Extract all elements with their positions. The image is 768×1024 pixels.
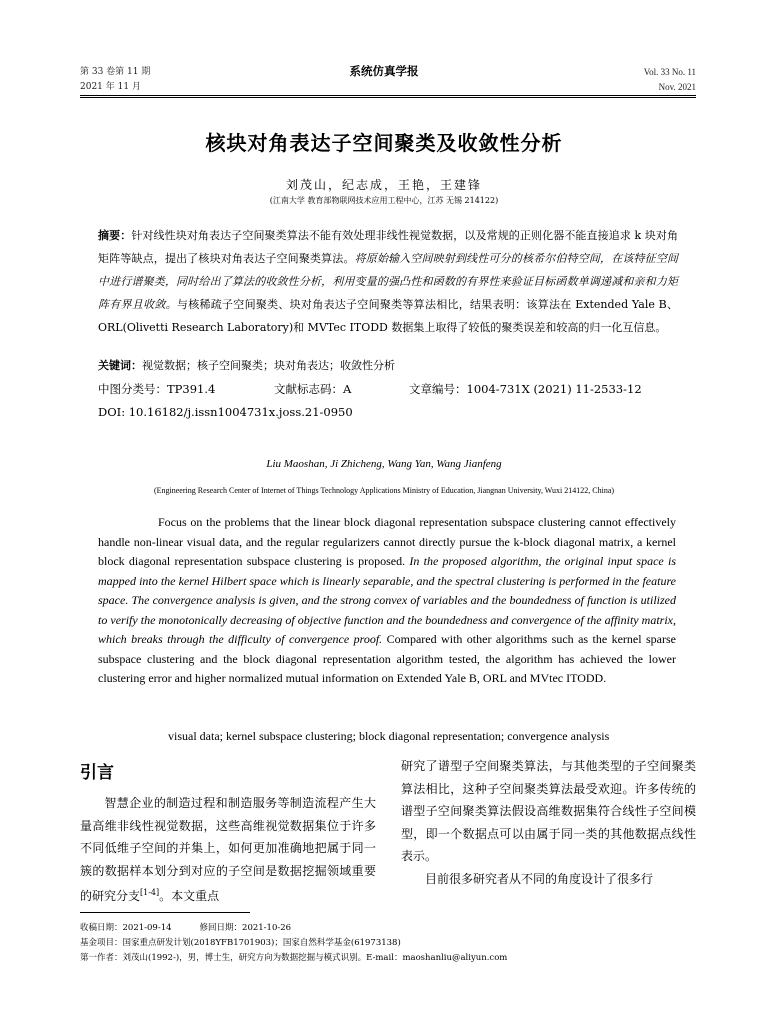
body-right-para1: 研究了谱型子空间聚类算法，与其他类型的子空间聚类算法相比，这种子空间聚类算法最受欢迎。许多传统的谱型子空间聚类算法假设高维数据集符合线性子空间模型，即一个数据点可以由属于同一类的其他数据点线性表示。 <box>401 759 696 863</box>
fund-footnote: 基金项目：国家重点研发计划(2018YFB1701903)；国家自然科学基金(61973138) <box>80 938 401 948</box>
clc-number: 中图分类号：TP391.4 <box>98 382 216 396</box>
journal-date-en: Nov. 2021 <box>658 82 696 92</box>
keywords-label: 关键词： <box>98 359 142 372</box>
journal-volume-en: Vol. 33 No. 11 <box>643 67 696 77</box>
keywords-cn-text: 视觉数据；核子空间聚类；块对角表达；收敛性分析 <box>142 359 395 372</box>
paper-title: 核块对角表达子空间聚类及收敛性分析 <box>205 131 563 155</box>
keywords-cn <box>98 357 395 373</box>
citation-ref: [1-4] <box>140 888 160 897</box>
affiliation-en: (Engineering Research Center of Internet of Things Technology Applications Ministry of Education, Jiangnan University, Wuxi 214122, China) <box>153 486 615 495</box>
revised-date: 2021-10-26 <box>242 923 292 933</box>
abstract-cn-part3: 与核稀疏子空间聚类、块对角表达子空间聚类等算法相比，结果表明：该算法在 Extended Yale B、ORL(Olivetti Research Laboratory)和 MVTec ITODD 数据集上取得了较低的聚类误差和较高的归一化互信息。 <box>98 298 679 334</box>
author-footnote: 第一作者：刘茂山(1992-)，男，博士生，研究方向为数据挖掘与模式识别。E-mail：maoshanliu@aliyun.com <box>80 953 508 963</box>
journal-volume-cn: 第 33 卷第 11 期 <box>80 67 151 77</box>
affiliation: (江南大学 教育部物联网技术应用工程中心，江苏 无锡 214122) <box>269 196 499 205</box>
header-rule-bottom <box>80 97 696 98</box>
authors-en: Liu Maoshan, Ji Zhicheng, Wang Yan, Wang Jianfeng <box>266 458 502 470</box>
doi: DOI: 10.16182/j.issn1004731x.joss.21-0950 <box>98 405 353 419</box>
body-left-column <box>80 792 376 908</box>
body-right-column <box>401 755 696 890</box>
footnote-rule <box>80 912 250 913</box>
body-right-para2: 目前很多研究者从不同的角度设计了很多行 <box>425 871 654 886</box>
author-list: 刘茂山，纪志成，王艳，王建锋 <box>285 178 482 192</box>
abstract-en-part3: Compared with other algorithms such as the kernel sparse subspace clustering and the block diagonal representation algorithm tested, the algorithm has achieved the lower clustering error and higher normalized mutual information on Extended Yale B, ORL and MVtec ITODD. <box>98 632 676 685</box>
section-title: 引言 <box>80 763 114 783</box>
abstract-en-part1: Focus on the problems that the linear block diagonal representation subspace clustering cannot effectively handle non-linear visual data, and the regular regularizers cannot directly pursue the k-block diagonal matrix, a kernel block diagonal representation subspace clustering is proposed. <box>98 515 676 568</box>
abstract-cn <box>98 224 678 339</box>
abstract-label: 摘要： <box>98 229 132 242</box>
received-date: 2021-09-14 <box>122 923 172 933</box>
revised-label: 修回日期： <box>199 923 243 933</box>
body-left-text: 智慧企业的制造过程和制造服务等制造流程产生大量高维非线性视觉数据，这些高维视觉数据集位于许多不同低维子空间的并集上，如何更加准确地把属于同一簇的数据样本划分到对应的子空间是数据挖掘领域重要的研究分支 <box>80 796 376 903</box>
abstract-en-part2: In the proposed algorithm, the original input space is mapped into the kernel Hilbert space which is linearly separable, and the spectral clustering is performed in the feature space. The convergence analysis is given, and the strong convex of variables and the boundedness of function is utilized to verify the monotonically decreasing of objective function and the boundedness and convergence of the affinity matrix, which breaks through the difficulty of convergence proof. <box>98 554 676 646</box>
keywords-en: visual data; kernel subspace clustering; block diagonal representation; convergence analysis <box>168 729 610 743</box>
abstract-cn-part2: 将原始输入空间映射到线性可分的核希尔伯特空间，在该特征空间中进行谱聚类，同时给出了算法的收敛性分析，利用变量的强凸性和函数的有界性来验证目标函数单调递减和亲和力矩阵有界且收敛。 <box>98 252 678 311</box>
document-code: 文献标志码：A <box>274 382 352 396</box>
abstract-cn-part1: 针对线性块对角表达子空间聚类算法不能有效处理非线性视觉数据，以及常规的正则化器不能直接追求 k 块对角矩阵等缺点，提出了核块对角表达子空间聚类算法。 <box>98 229 679 265</box>
body-left-tail: 。本文重点 <box>159 889 220 903</box>
journal-name: 系统仿真学报 <box>349 64 419 78</box>
dates-footnote <box>80 921 291 936</box>
journal-date-cn: 2021 年 11 月 <box>80 82 141 92</box>
received-label: 收稿日期： <box>80 923 123 933</box>
article-number: 文章编号：1004-731X (2021) 11-2533-12 <box>409 382 642 396</box>
header-rule-top <box>80 95 696 96</box>
abstract-en <box>98 513 676 689</box>
